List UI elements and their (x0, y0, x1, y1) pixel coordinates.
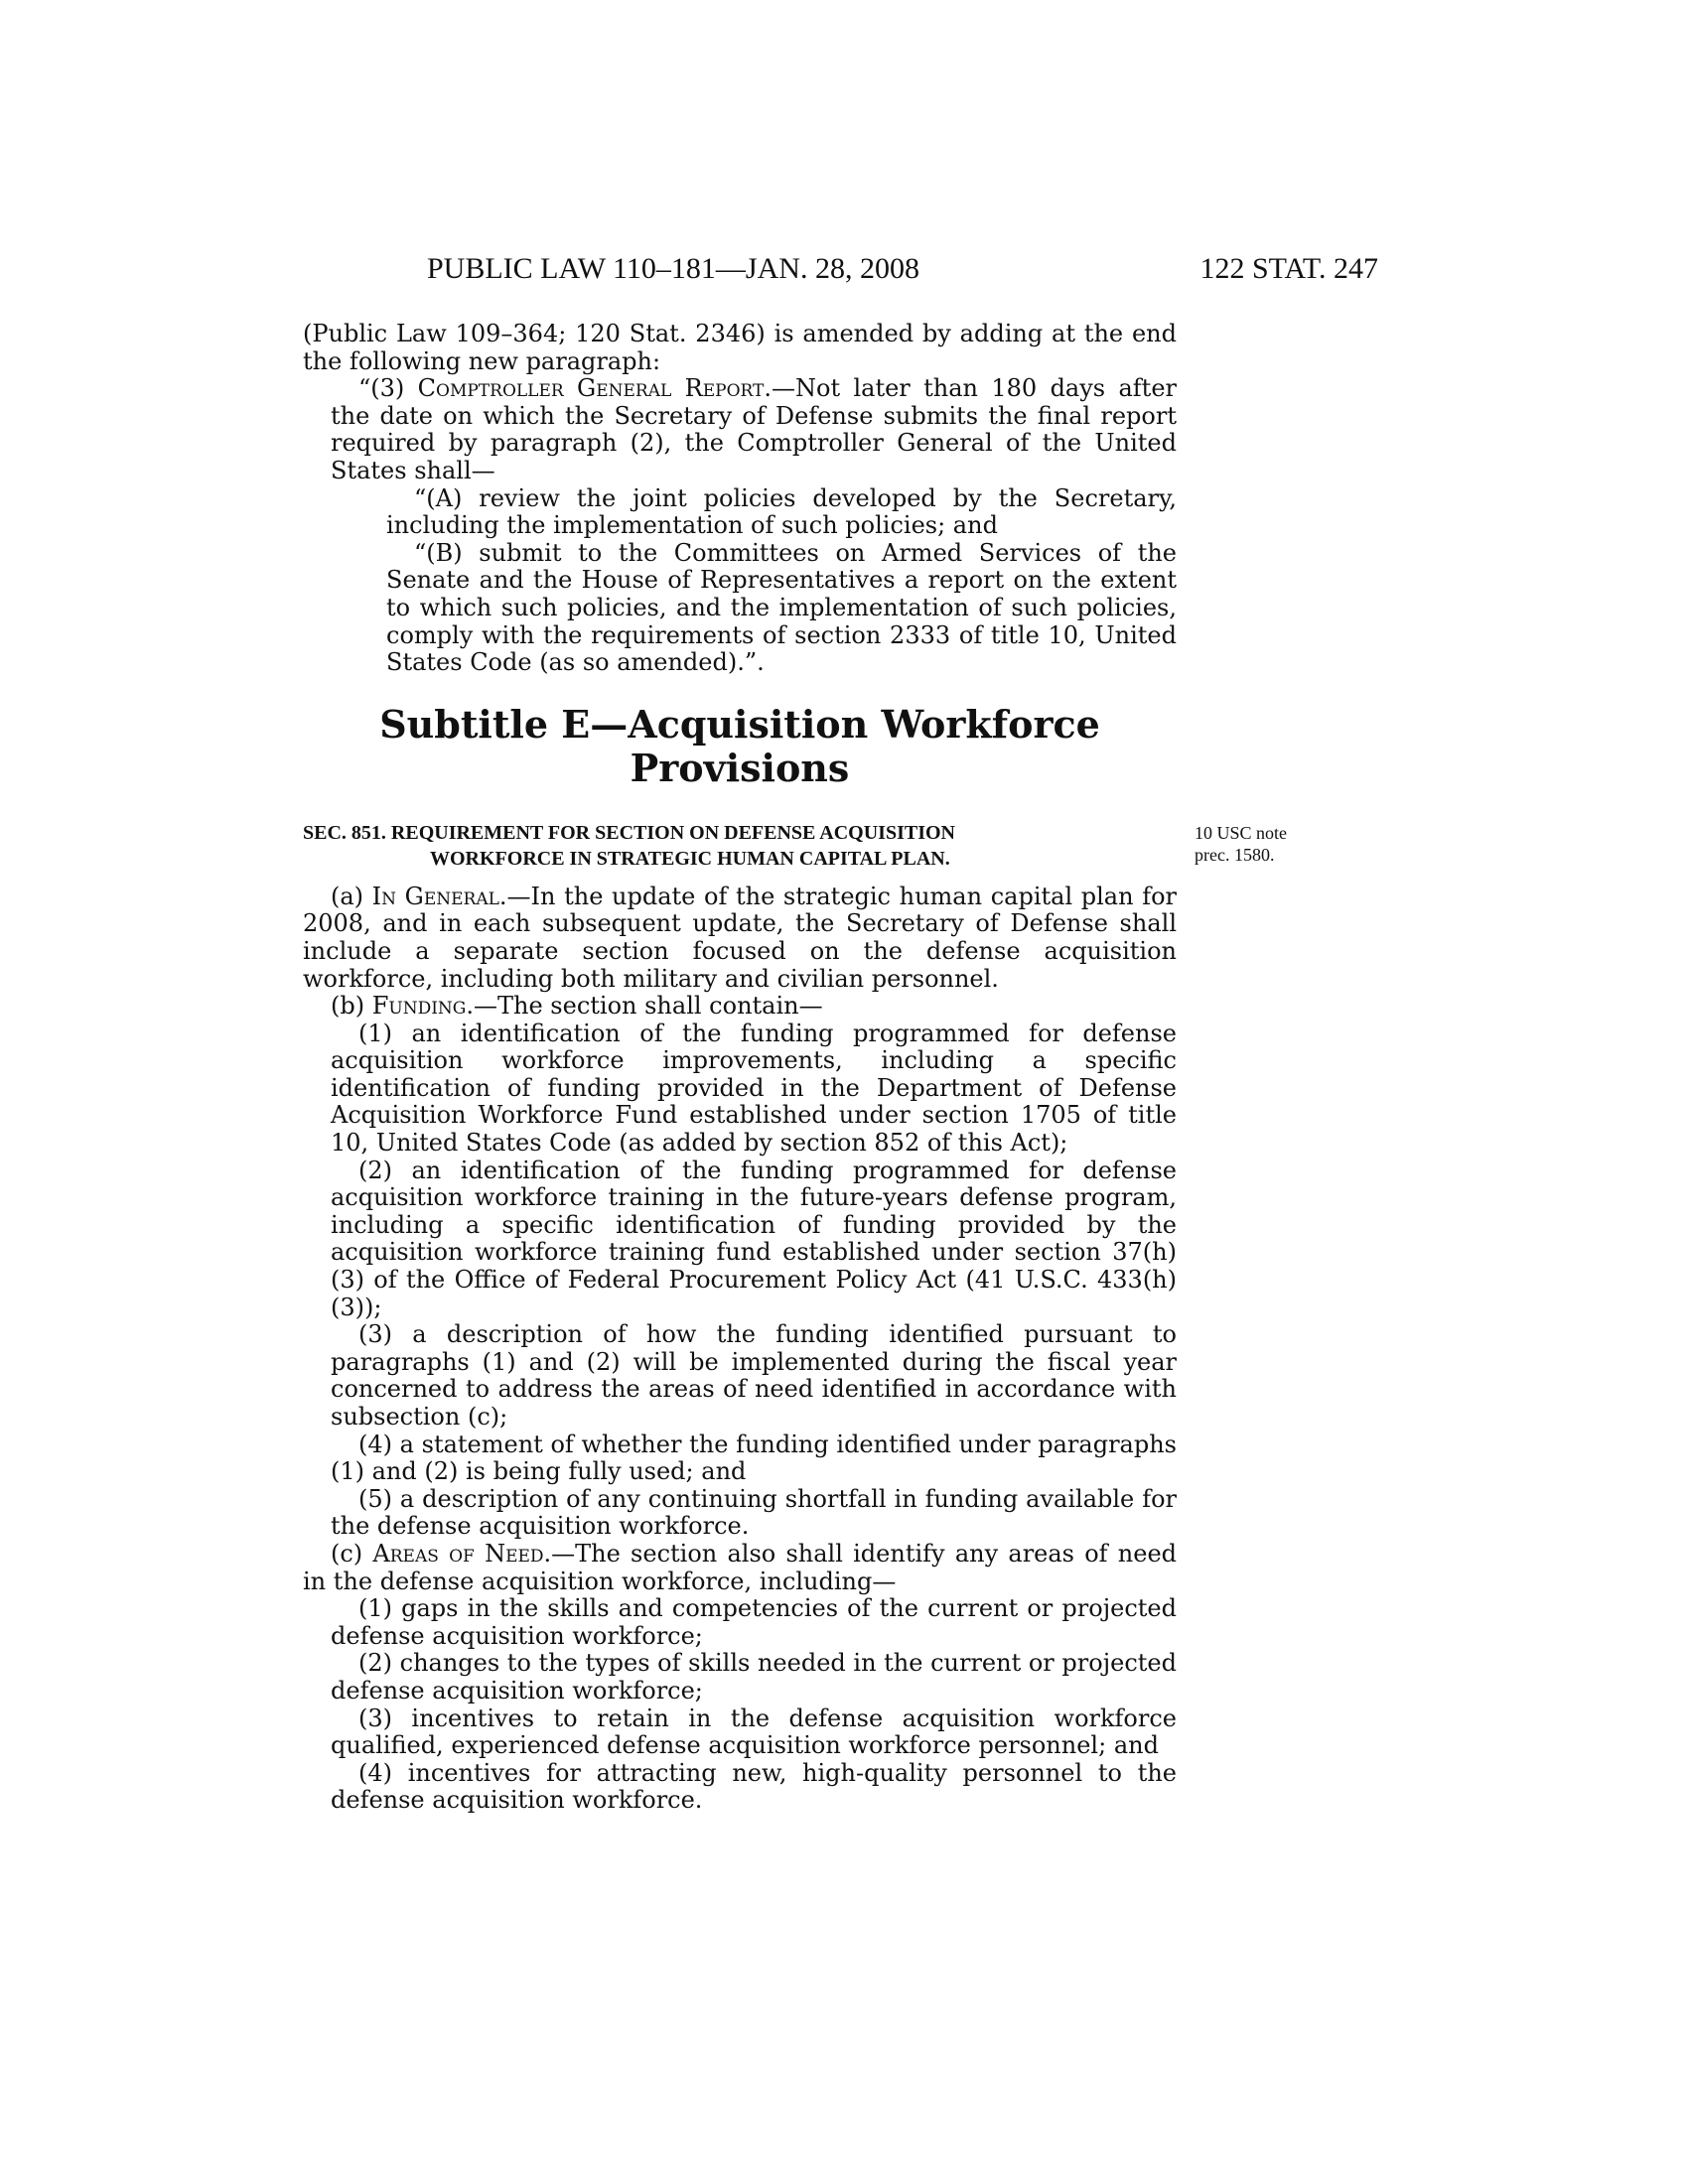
list-item: (1) gaps in the skills and competencies of the current or projected defense acquisition workforce; (331, 1594, 1177, 1650)
margin-note-line-2: prec. 1580. (1195, 845, 1275, 865)
subsection-c-lead: (c) (331, 1539, 373, 1568)
list-item: (2) changes to the types of skills needed in the current or projected defense acquisition workforce; (331, 1649, 1177, 1705)
subsection-c-text: .—The section also shall identify any areas of need in the defense acquisition workforce, including— (303, 1539, 1178, 1595)
subsection-a (303, 884, 1177, 993)
stat-reference: 122 STAT. 247 (1199, 252, 1378, 285)
subsection-b-heading: Funding (371, 992, 467, 1021)
list-item: (3) incentives to retain in the defense acquisition workforce qualified, experienced defense acquisition workforce personnel; and (331, 1704, 1177, 1760)
list-item: (1) an identification of the funding programmed for defense acquisition workforce improvements, including a specific identification of funding provided in the Department of Defense Acquisition Workforce Fund established under section 1705 of title 10, United States Code (as added by section 852 of this Act); (331, 1019, 1177, 1158)
law-title: PUBLIC LAW 110–181—JAN. 28, 2008 (427, 252, 919, 285)
list-item: (2) an identification of the funding programmed for defense acquisition workforce training in the future-years defense program, including a specific identification of funding provided by the acquisition workforce training fund established under section 37(h)(3) of the Office of Federal Procurement Policy Act (41 U.S.C. 433(h)(3)); (331, 1156, 1177, 1321)
subparagraph-b: “(B) submit to the Committees on Armed Services of the Senate and the House of Representatives a report on the extent to which such policies, and the implementation of such policies, comply with the requirements of section 2333 of title 10, United States Code (as so amended).”. (386, 538, 1177, 677)
subsection-c (303, 1541, 1177, 1595)
subsection-b-lead: (b) (331, 992, 372, 1021)
section-heading-line-2: WORKFORCE IN STRATEGIC HUMAN CAPITAL PLAN. (430, 847, 950, 870)
margin-note (1195, 822, 1324, 866)
subtitle-heading (303, 703, 1177, 790)
list-item: (5) a description of any continuing shortfall in funding available for the defense acquisition workforce. (331, 1484, 1177, 1541)
document-body (303, 321, 1177, 1815)
subparagraph-a: “(A) review the joint policies developed by the Secretary, including the implementation of such policies; and (386, 483, 1177, 540)
subsection-a-heading: In General (371, 882, 499, 910)
list-item: (3) a description of how the funding identified pursuant to paragraphs (1) and (2) will be implemented during the fiscal year concerned to address the areas of need identified in accordance with subsection (c); (331, 1320, 1177, 1431)
subsection-b-text: .—The section shall contain— (466, 992, 823, 1021)
subsection-a-text: .—In the update of the strategic human capital plan for 2008, and in each subsequent update, the Secretary of Defense shall include a separate section focused on the defense acquisition workforce, including both military and civilian personnel. (303, 882, 1178, 993)
section-heading (303, 820, 1177, 872)
margin-note-line-1: 10 USC note (1195, 823, 1288, 843)
subtitle-line-1: Subtitle E—Acquisition Workforce (379, 701, 1100, 747)
list-item: (4) incentives for attracting new, high-quality personnel to the defense acquisition workforce. (331, 1758, 1177, 1815)
paragraph-3 (303, 375, 1177, 484)
subsection-a-lead: (a) (331, 882, 372, 910)
intro-paragraph: (Public Law 109–364; 120 Stat. 2346) is amended by adding at the end the following new paragraph: (303, 320, 1177, 375)
paragraph-3-text: .—Not later than 180 days after the date on which the Secretary of Defense submits the final report required by paragraph (2), the Comptroller General of the United States shall— (331, 374, 1178, 484)
subsection-c-heading: Areas of Need (372, 1539, 544, 1568)
list-item: (4) a statement of whether the funding identified under paragraphs (1) and (2) is being fully used; and (331, 1430, 1177, 1486)
subsection-b (303, 993, 1177, 1021)
section-heading-line-1: SEC. 851. REQUIREMENT FOR SECTION ON DEFENSE ACQUISITION (303, 821, 955, 844)
subtitle-line-2: Provisions (630, 745, 850, 790)
running-head (298, 252, 1378, 292)
paragraph-3-lead: “(3) (358, 374, 418, 403)
paragraph-3-heading: Comptroller General Report (417, 374, 765, 403)
